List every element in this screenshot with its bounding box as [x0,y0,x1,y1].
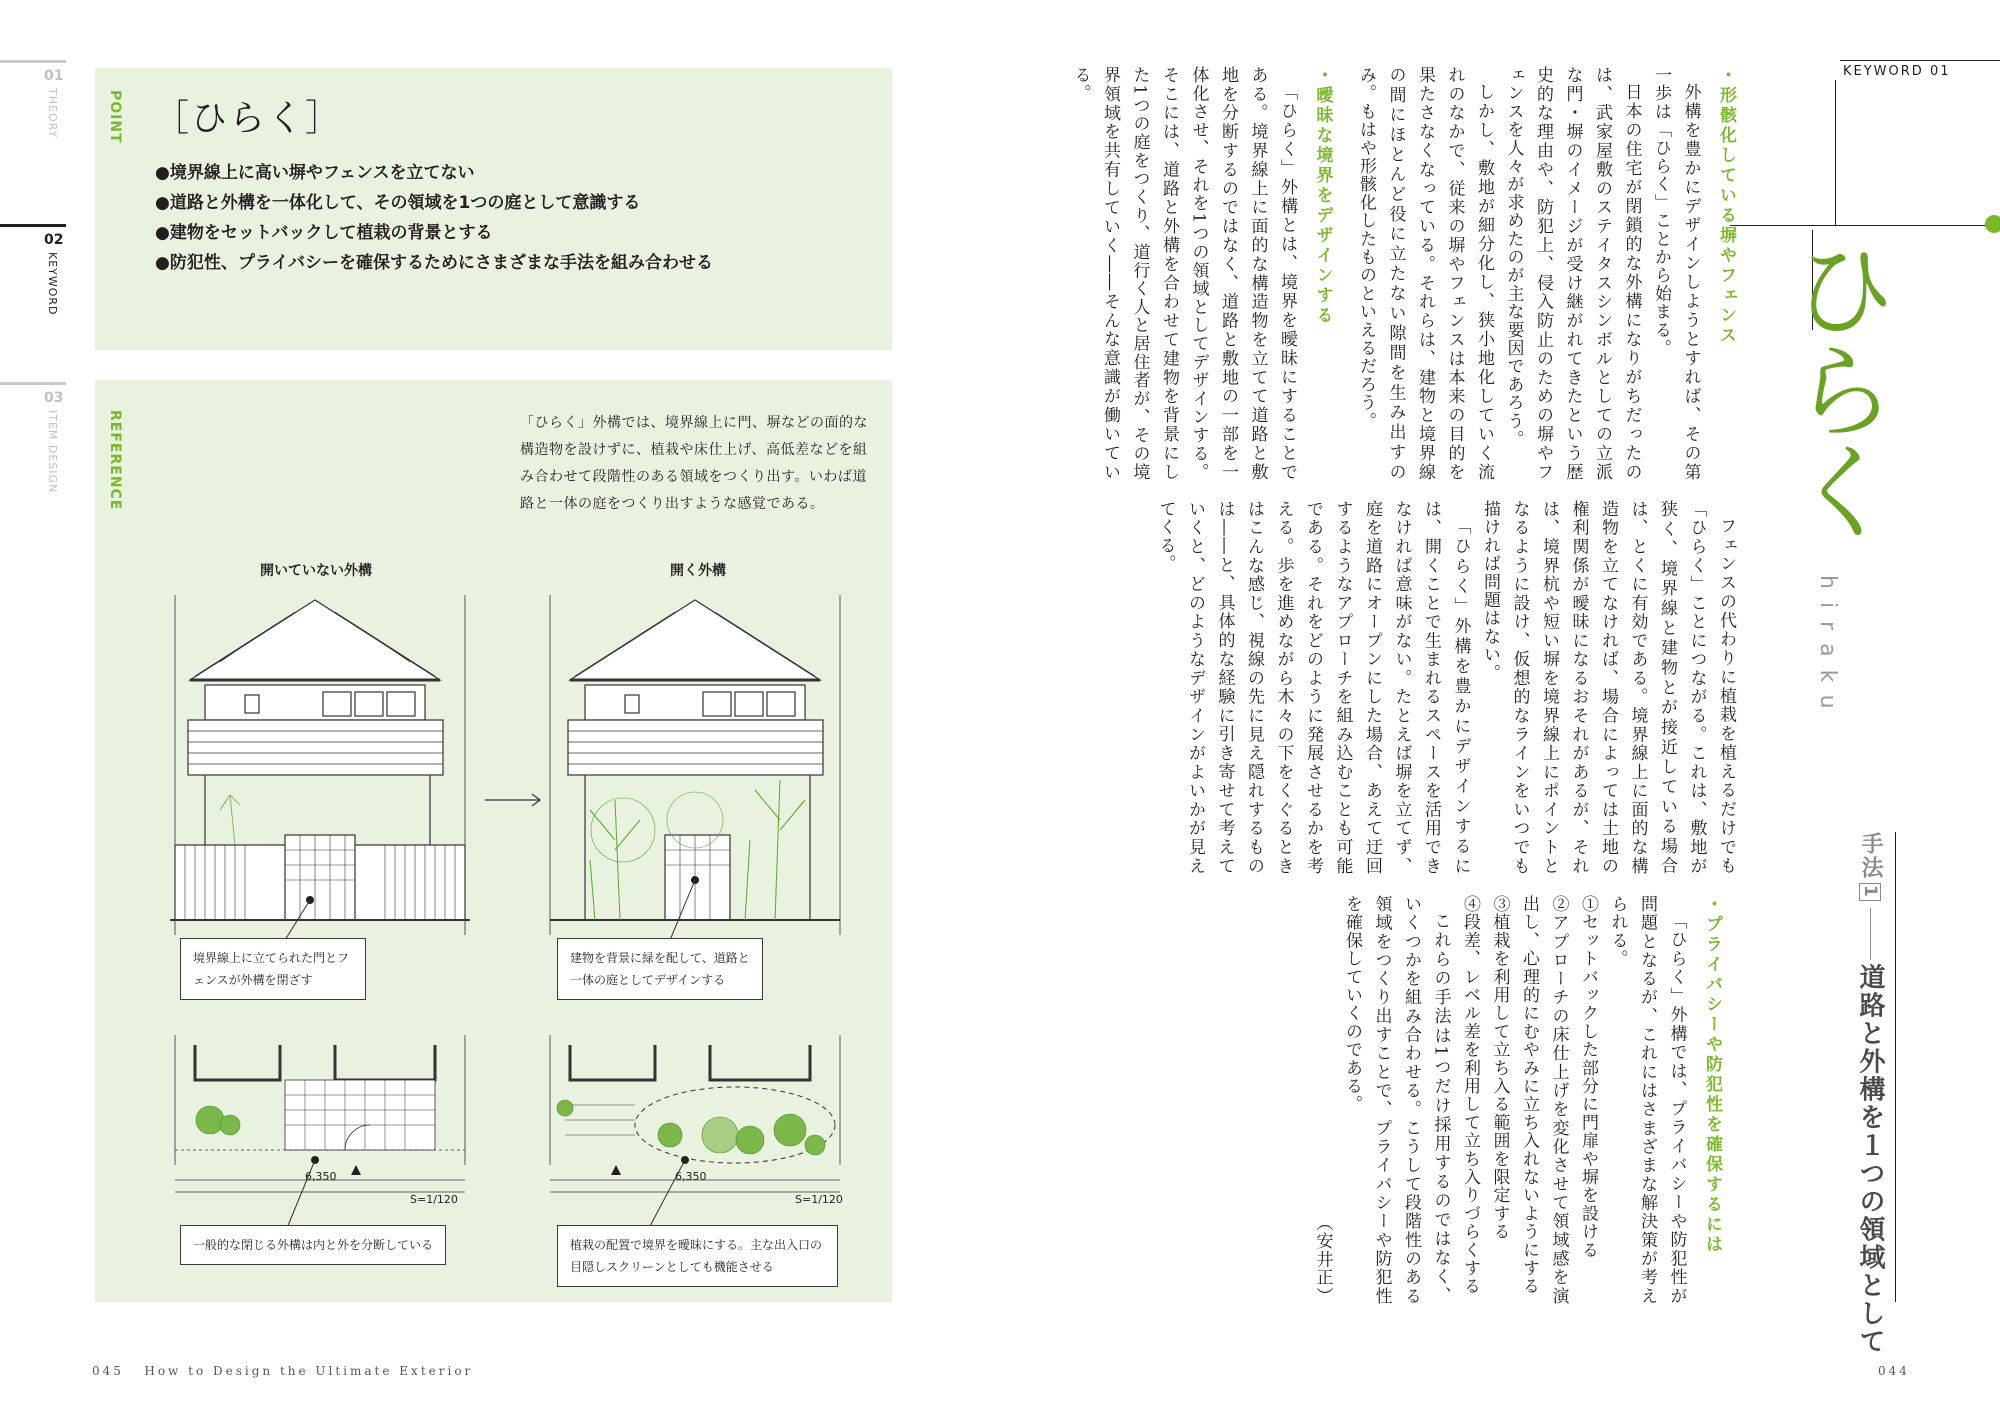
point-bullet: ●建物をセットバックして植栽の背景とする [155,223,493,243]
elevation-closed [170,600,470,920]
tab-theory-label[interactable]: THEORY [46,88,59,139]
tab-divider [0,60,66,63]
point-panel [95,68,892,350]
plan-closed [175,1035,465,1180]
article-author: （安井正） [1312,1214,1333,1305]
article-upper-block [1070,66,1740,481]
tab-keyword-number[interactable]: 02 [44,232,64,248]
article-lower-block [1100,895,1740,1305]
heading-ambiguous-boundary: ・曖昧な境界をデザインする [1312,66,1333,326]
article-paragraph: 日本の住宅が閉鎖的な外構になりがちだったのは、武家屋敷のステイタスシンボルとしての立派な門・塀のイメージが受け継がれてきたという歴史的な理由や、防犯上、侵入防止のための塀やフェンスを人々が求めたのが主な要因であろう。 [1503,66,1642,481]
article-paragraph: フェンスの代わりに植栽を植えるだけでも「ひらく」ことにつながる。これは、敷地が狭く、境界線と建物とが接近している場合は、とくに有効である。境界線上に面的な構造物を立てなければ、場合によっては土地の権利関係が曖昧になるおそれがあるが、それは、境界杭や短い塀を境界線上にポイントとなるように設け、仮想的なラインをいつでも描ければ問題はない。 [1480,500,1736,875]
keyword-mid-rule [1730,225,2000,226]
point-bullet: ●境界線上に高い塀やフェンスを立てない [155,163,475,183]
article-paragraph: しかし、敷地が細分化し、狭小地化していく流れのなかで、従来の塀やフェンスは本来の目的を果たさなくなっている。それらは、建物と境界線の間にほとんど役に立たない隙間を生み出すのみ。もはや形骸化したものといえるだろう。 [1356,66,1494,481]
note-open-plan: 植栽の配置で境界を曖昧にする。主な出入口の目隠しスクリーンとしても機能させる [557,1225,838,1287]
keyword-vertical-rule [1835,80,1836,225]
note-open-elevation: 建物を背景に緑を配して、道路と一体の庭としてデザインする [557,938,763,1000]
tab-divider [0,224,66,227]
point-title: ［ひらく］ [153,98,344,139]
method-list-item: ①セットバックした部分に門扉や塀を設ける [1578,895,1598,1259]
note-closed-elevation: 境界線上に立てられた門とフェンスが外構を閉ざす [180,938,366,1000]
scale-label: S=1/120 [795,1193,843,1206]
keyword-big-title: ひらく [1775,235,1897,538]
article-paragraph: 外構を豊かにデザインしようとすれば、その第一歩は「ひらく」ことから始まる。 [1651,66,1701,481]
method-list-item: ③植栽を利用して立ち入る範囲を限定する [1489,895,1510,1241]
reference-intro: 「ひらく」外構では、境界線上に門、塀などの面的な構造物を設けずに、植栽や床仕上げ、高低差などを組み合わせて段階性のある領域をつくり出す。いわば道路と一体の庭をつくり出すような感覚である。 [520,415,868,512]
architectural-drawings [95,380,892,1302]
tab-item-design-number[interactable]: 03 [44,390,64,406]
dimension-label: 6,350 [675,1170,707,1183]
accent-dot [1985,215,2000,233]
reference-label: REFERENCE [107,410,123,511]
caption-closed-exterior: 開いていない外構 [260,563,372,579]
article-paragraph: 「ひらく」外構では、プライバシーや防犯性が問題となるが、これにはさまざまな解決策が考えられる。 [1607,895,1687,1305]
tab-theory-number[interactable]: 01 [44,68,64,84]
tab-item-design-label[interactable]: ITEM DESIGN [46,410,59,494]
method-number: 1 [1860,885,1880,899]
keyword-label: KEYWORD 01 [1843,64,1951,79]
scale-label: S=1/120 [410,1193,458,1206]
footer-book-title: How to Design the Ultimate Exterior [144,1364,474,1378]
article-paragraph: 「ひらく」外構を豊かにデザインするには、開くことで生まれるスペースを活用できなければ意味がない。たとえば塀を立てず、庭を道路にオープンにした場合、あえて迂回するようなアプローチを組み込むことも可能である。それをどのように発展させるかを考える。歩を進めながら木々の下をくぐるときはこんな感じ、視線の先に見え隠れするものは――と、具体的な経験に引き寄せて考えていくと、どのようなデザインがよいかが見えてくる。 [1155,500,1471,875]
footer-page-number: 045 [92,1364,124,1378]
tab-divider [0,382,66,385]
footer-page-number: 044 [1878,1364,1910,1378]
heading-hollow-fences: ・形骸化している塀やフェンス [1716,66,1736,346]
plan-open [550,1035,840,1180]
point-bullet-list [155,158,875,278]
method-heading [1855,832,1885,1356]
caption-open-exterior: 開く外構 [670,563,726,579]
method-dash [1870,908,1871,960]
method-list-item: ④段差、レベル差を利用して立ち入りづらくする [1460,895,1480,1296]
article-middle-block [1100,500,1740,875]
reference-panel [95,380,892,1302]
point-bullet: ●道路と外構を一体化して、その領域を1つの庭として意識する [155,193,641,213]
point-label: POINT [107,90,123,144]
note-closed-plan: 一般的な閉じる外構は内と外を分断している [180,1225,446,1265]
method-rule [1895,832,1896,1302]
method-title: 道路と外構を１つの領域として [1855,963,1885,1356]
method-list-item: ②アプローチの床仕上げを変化させて領域感を演出し、心理的にむやみに立ち入れないようにする [1519,895,1569,1305]
article-paragraph: これらの手法は1つだけ採用するのではなく、いくつかを組み合わせる。こうして段階性のある領域をつくり出すことで、プライバシーや防犯性を確保していくのである。 [1342,895,1451,1305]
keyword-top-rule [1840,60,2000,61]
dimension-label: 6,350 [305,1170,337,1183]
footer-left [92,1364,473,1378]
point-bullet: ●防犯性、プライバシーを確保するためにさまざまな手法を組み合わせる [155,253,713,273]
tab-keyword-label[interactable]: KEYWORD [46,252,59,316]
elevation-open [550,600,840,920]
keyword-romaji: hiraku [1815,575,1840,722]
heading-privacy: ・プライバシーや防犯性を確保するには [1702,895,1722,1255]
article-paragraph: 「ひらく」外構とは、境界を曖昧にすることである。境界線上に面的な構造物を立てて道路と敷地を分断するのではなく、道路と敷地の一部を一体化させ、それを1つの領域としてデザインする。そこには、道路と外構を合わせて建物を背景にした1つの庭をつくり、道行く人と居住者が、その境界領域を共有していく――そんな意識が働いている。 [1070,66,1297,481]
method-prefix: 手法 [1858,832,1883,880]
